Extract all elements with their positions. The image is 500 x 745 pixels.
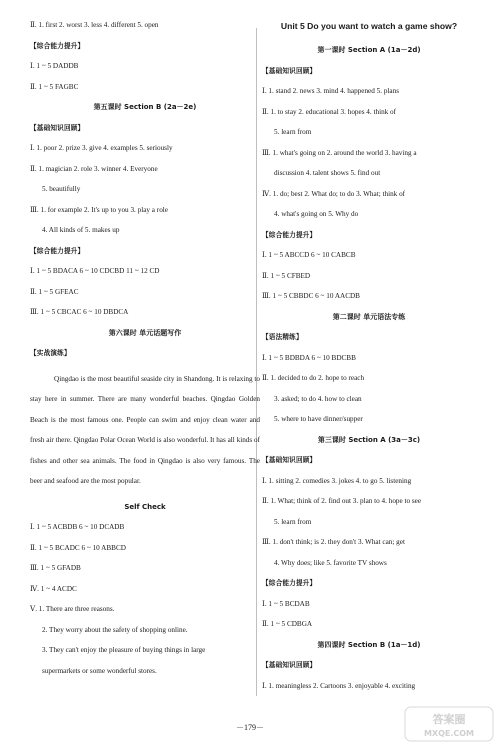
answer-line: 4. All kinds of 5. makes up bbox=[42, 226, 120, 234]
answer-line: Ⅱ. 1. first 2. worst 3. less 4. different 5. open bbox=[30, 21, 159, 29]
left-column bbox=[30, 20, 260, 686]
answer-line: Ⅱ. 1. What; think of 2. find out 3. plan to 4. hope to see bbox=[262, 497, 422, 505]
answer-line: 5. beautifully bbox=[42, 185, 81, 193]
answer-line: Ⅰ. 1. poor 2. prize 3. give 4. examples 5. seriously bbox=[30, 144, 173, 152]
answer-line: Ⅰ. 1 ~ 5 BDBDA 6 ~ 10 BDCBB bbox=[262, 353, 356, 362]
self-check-title: Self Check bbox=[124, 502, 166, 511]
answer-line: Ⅲ. 1. for example 2. It's up to you 3. play a role bbox=[30, 205, 168, 214]
answer-line: Ⅲ. 1 ~ 5 CBBDC 6 ~ 10 AACDB bbox=[262, 292, 360, 300]
answer-line: Ⅱ. 1 ~ 5 CFBED bbox=[262, 271, 311, 280]
answer-line: Ⅰ. 1. stand 2. news 3. mind 4. happened 5. plans bbox=[262, 87, 399, 95]
essay-paragraph: Qingdao is the most beautiful seaside city in Shandong. It is relaxing to stay here in summer. There are many wonderful beaches. Qingdao Golden Beach is the most famous one. People can swim and enjoy clean water and fresh air there. Qingdao Polar Ocean World is also wonderful. It has all kinds of fishes and other sea animals. The food in Qingdao is also very famous. The beer and seafood are the most popular. bbox=[30, 374, 260, 485]
lesson-title: 第三课时 Section A (3a－3c) bbox=[317, 435, 421, 444]
watermark-logo bbox=[404, 706, 494, 742]
svg-text:MXQE.COM: MXQE.COM bbox=[423, 729, 475, 738]
answer-line: Ⅲ. 1 ~ 5 GFADB bbox=[30, 564, 81, 572]
section-heading: 【综合能力提升】 bbox=[30, 41, 85, 50]
lesson-title: 第六课时 单元话题写作 bbox=[108, 328, 182, 337]
answer-line: discussion 4. talent shows 5. find out bbox=[274, 169, 381, 177]
section-heading: 【基础知识回顾】 bbox=[262, 661, 317, 669]
answer-line: 4. what's going on 5. Why do bbox=[274, 210, 359, 218]
answer-line: 2. They worry about the safety of shopping online. bbox=[42, 625, 188, 634]
unit-title: Unit 5 Do you want to watch a game show? bbox=[280, 21, 458, 31]
section-heading: 【实战演练】 bbox=[30, 349, 71, 357]
section-heading: 【基础知识回顾】 bbox=[262, 456, 317, 464]
answer-line: Ⅲ. 1. what's going on 2. around the world 3. having a bbox=[262, 148, 417, 157]
section-heading: 【基础知识回顾】 bbox=[262, 66, 317, 75]
answer-line: Ⅱ. 1. to stay 2. educational 3. hopes 4. think of bbox=[262, 107, 397, 116]
answer-line: 5. learn from bbox=[274, 128, 312, 136]
section-heading: 【基础知识回顾】 bbox=[30, 123, 85, 132]
section-heading: 【综合能力提升】 bbox=[262, 230, 317, 239]
answer-line: supermarkets or some wonderful stores. bbox=[42, 666, 157, 675]
section-heading: 【语法精练】 bbox=[262, 333, 303, 341]
section-heading: 【综合能力提升】 bbox=[262, 579, 317, 587]
lesson-title: 第二课时 单元语法专练 bbox=[332, 312, 406, 321]
answer-line: Ⅰ. 1 ~ 5 BCDAB bbox=[262, 599, 310, 608]
section-heading: 【综合能力提升】 bbox=[30, 246, 85, 255]
answer-line: Ⅳ. 1. do; best 2. What do; to do 3. What; think of bbox=[262, 189, 406, 198]
svg-text:答案圈: 答案圈 bbox=[432, 713, 466, 726]
answer-line: Ⅰ. 1. meaningless 2. Cartoons 3. enjoyable 4. exciting bbox=[262, 681, 416, 690]
lesson-title: 第一课时 Section A (1a－2d) bbox=[317, 46, 421, 54]
answer-line: Ⅱ. 1 ~ 5 BCADC 6 ~ 10 ABBCD bbox=[30, 543, 126, 552]
answer-line: Ⅳ. 1 ~ 4 ACDC bbox=[30, 584, 77, 593]
answer-line: Ⅰ. 1 ~ 5 DADDB bbox=[30, 62, 79, 70]
answer-line: Ⅲ. 1. don't think; is 2. they don't 3. What can; get bbox=[262, 538, 405, 546]
answer-line: Ⅰ. 1 ~ 5 BDACA 6 ~ 10 CDCBD 11 ~ 12 CD bbox=[30, 267, 160, 275]
answer-line: Ⅲ. 1 ~ 5 CBCAC 6 ~ 10 DBDCA bbox=[30, 308, 129, 316]
right-column bbox=[262, 20, 476, 701]
answer-line: Ⅱ. 1. decided to do 2. hope to reach bbox=[262, 374, 365, 382]
lesson-title: 第五课时 Section B (2a－2e) bbox=[93, 103, 197, 111]
answer-line: Ⅰ. 1 ~ 5 ABCCD 6 ~ 10 CABCB bbox=[262, 251, 356, 259]
lesson-title: 第四课时 Section B (1a－1d) bbox=[317, 640, 421, 649]
answer-line: 3. They can't enjoy the pleasure of buying things in large bbox=[42, 646, 206, 654]
answer-line: Ⅴ. 1. There are three reasons. bbox=[30, 605, 115, 613]
answer-line: 4. Why does; like 5. favorite TV shows bbox=[274, 558, 387, 567]
answer-line: Ⅰ. 1 ~ 5 ACBDB 6 ~ 10 DCADB bbox=[30, 523, 125, 531]
answer-line: Ⅱ. 1. magician 2. role 3. winner 4. Everyone bbox=[30, 164, 158, 173]
answer-line: 3. asked; to do 4. how to clean bbox=[274, 394, 362, 403]
answer-line: Ⅰ. 1. sitting 2. comedies 3. jokes 4. to go 5. listening bbox=[262, 476, 412, 485]
answer-line: Ⅱ. 1 ~ 5 GFEAC bbox=[30, 287, 79, 296]
answer-line: Ⅱ. 1 ~ 5 FAGBC bbox=[30, 82, 79, 91]
page-number: －179－ bbox=[236, 723, 264, 732]
answer-line: 5. learn from bbox=[274, 517, 312, 526]
answer-line: Ⅱ. 1 ~ 5 CDBGA bbox=[262, 620, 313, 628]
answer-line: 5. where to have dinner/supper bbox=[274, 415, 363, 423]
